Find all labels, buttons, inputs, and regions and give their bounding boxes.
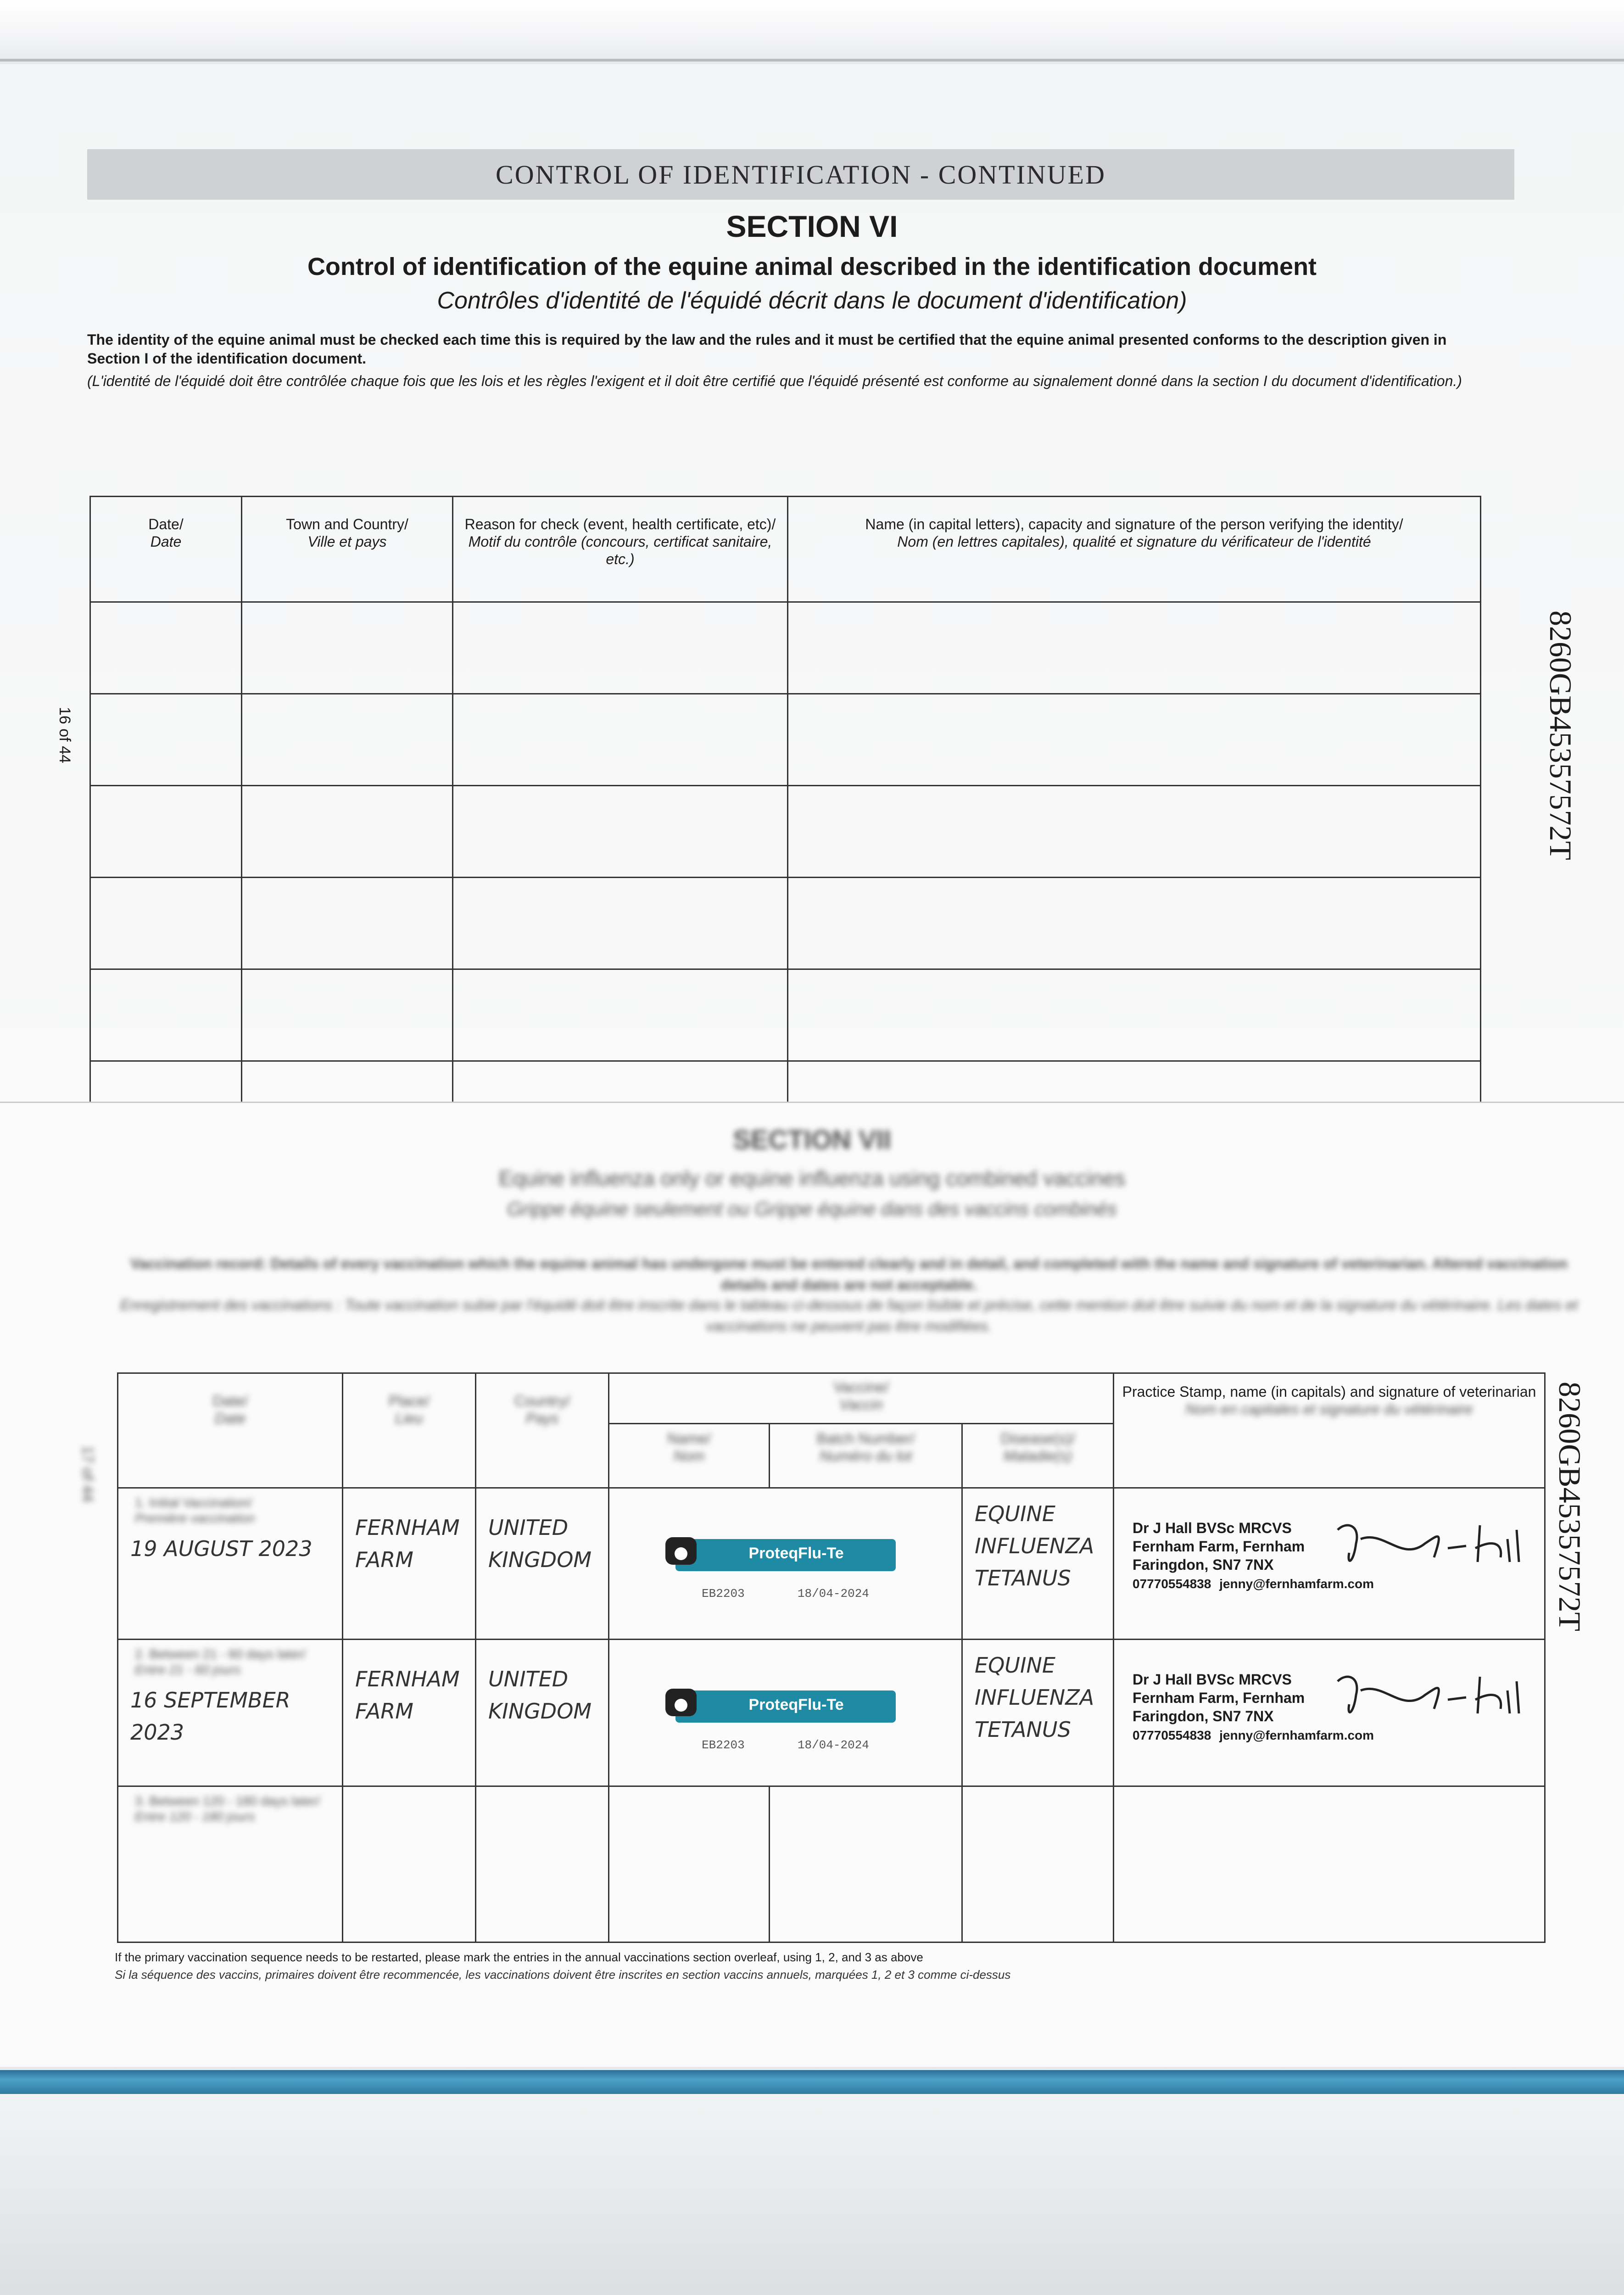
- heading-french: Contrôles d'identité de l'équidé décrit dans le document d'identification): [437, 287, 1187, 314]
- table-row: [90, 602, 1481, 694]
- vacc-header-row: [118, 1373, 1545, 1424]
- restart-note-fr: Si la séquence des vaccins, primaires doivent être recommencée, les vaccinations doivent être inscrites en section vaccins annuels, marquées 1, 2 et 3 comme ci-dessus: [115, 1968, 1011, 1982]
- row-label-en: 2. Between 21 - 60 days later/: [135, 1647, 306, 1661]
- col-verifier-fr: Nom (en lettres capitales), qualité et signature du vérificateur de l'identité: [897, 533, 1371, 550]
- expiry-date: 18/04-2024: [797, 1738, 869, 1752]
- date-cell[interactable]: [118, 1488, 343, 1640]
- date-cell[interactable]: [118, 1786, 343, 1942]
- vaccine-brand: ProteqFlu-Te: [748, 1696, 844, 1713]
- row-label-en: 3. Between 120 - 180 days later/: [135, 1794, 320, 1808]
- table-cell[interactable]: [788, 602, 1481, 694]
- vaccination-row-2: [118, 1640, 1545, 1786]
- vet-signature: [1328, 1511, 1540, 1580]
- handwritten-diseases: EQUINE INFLUENZA TETANUS: [975, 1653, 1094, 1742]
- vaccine-sticker-cell[interactable]: [609, 1640, 962, 1786]
- banner-text: CONTROL OF IDENTIFICATION - CONTINUED: [496, 159, 1106, 190]
- place-cell[interactable]: [343, 1640, 476, 1786]
- col-town-en: Town and Country/: [286, 516, 408, 532]
- table-cell[interactable]: [788, 786, 1481, 878]
- table-cell[interactable]: [788, 694, 1481, 786]
- table-cell[interactable]: [90, 1061, 242, 1107]
- table-row: [90, 969, 1481, 1061]
- place-cell[interactable]: [343, 1786, 476, 1942]
- diseases-cell[interactable]: [962, 1786, 1114, 1942]
- handwritten-date: 19 AUGUST 2023: [130, 1536, 313, 1561]
- restart-note: [115, 1948, 1583, 1983]
- table-row: [90, 1061, 1481, 1107]
- vet-address-1: Fernham Farm, Fernham: [1133, 1538, 1305, 1555]
- row-label-fr: Entre 21 - 60 jours: [135, 1662, 241, 1677]
- row-label-fr: Entre 120 - 180 jours: [135, 1809, 255, 1824]
- vet-stamp: [1114, 1489, 1544, 1593]
- batch-cell[interactable]: [770, 1786, 962, 1942]
- table-cell[interactable]: [453, 878, 788, 969]
- col-name-en: Name/: [667, 1430, 711, 1447]
- section-vii-heading-en: Equine influenza only or equine influenza using combined vaccines: [498, 1166, 1126, 1190]
- col-diseases-en: Disease(s)/: [1000, 1430, 1075, 1447]
- sticker-codes: [675, 1738, 896, 1752]
- col-date-en: Date/: [212, 1393, 248, 1409]
- scanner-background: [0, 2094, 1624, 2295]
- col-date-fr: Date: [214, 1410, 246, 1427]
- date-cell[interactable]: [118, 1640, 343, 1786]
- vaccination-row-3: [118, 1786, 1545, 1942]
- col-reason-en: Reason for check (event, health certificate, etc)/: [464, 516, 776, 532]
- row-label: [118, 1640, 342, 1684]
- table-cell[interactable]: [453, 969, 788, 1061]
- col-vaccine-fr: Vaccin: [839, 1396, 883, 1413]
- vet-name: Dr J Hall BVSc MRCVS: [1133, 1671, 1292, 1688]
- vaccine-name-cell[interactable]: [609, 1786, 770, 1942]
- col-batch-en: Batch Number/: [816, 1430, 915, 1447]
- col-place-fr: Lieu: [395, 1410, 423, 1427]
- handwritten-place: FERNHAM FARM: [355, 1667, 460, 1724]
- col-place-en: Place/: [389, 1393, 430, 1409]
- col-vaccine-header: [609, 1373, 1114, 1424]
- page-number: 17 of 44: [79, 1446, 96, 1502]
- table-cell[interactable]: [242, 694, 453, 786]
- vet-email: jenny@fernhamfarm.com: [1219, 1728, 1374, 1742]
- identity-check-table: [89, 496, 1481, 1108]
- row-label-en: 1. Initial Vaccination/: [135, 1495, 252, 1510]
- handwritten-diseases: EQUINE INFLUENZA TETANUS: [975, 1501, 1094, 1590]
- table-row: [90, 694, 1481, 786]
- col-date-fr: Date: [150, 533, 182, 550]
- passport-cover-edge: [0, 2070, 1624, 2094]
- intro-french: (L'identité de l'équidé doit être contrôlée chaque fois que les lois et les règles l'exigent et il doit être certifié que l'équidé présenté est conforme au signalement donné dans la section I du document d'identification.): [87, 373, 1462, 389]
- handwritten-country: UNITED KINGDOM: [488, 1667, 592, 1724]
- batch-number: EB2203: [702, 1738, 745, 1752]
- table-cell[interactable]: [453, 786, 788, 878]
- vaccine-sticker: [675, 1539, 896, 1601]
- col-country-en: Country/: [514, 1393, 570, 1409]
- col-country-header: [476, 1373, 609, 1488]
- table-cell[interactable]: [788, 969, 1481, 1061]
- vaccine-sticker-cell[interactable]: [609, 1488, 962, 1640]
- col-diseases-fr: Maladie(s): [1003, 1448, 1072, 1464]
- col-place-header: [343, 1373, 476, 1488]
- col-batch-fr: Numéro du lot: [820, 1448, 912, 1464]
- section-vii-title: SECTION VII: [733, 1125, 891, 1155]
- col-verifier-en: Name (in capital letters), capacity and signature of the person verifying the identity/: [865, 516, 1403, 532]
- table-cell[interactable]: [453, 602, 788, 694]
- handwritten-date: 16 SEPTEMBER 2023: [130, 1688, 290, 1745]
- col-vet-header: [1114, 1373, 1545, 1488]
- table-cell[interactable]: [90, 969, 242, 1061]
- vaccination-row-1: [118, 1488, 1545, 1640]
- vet-phone: 07770554838: [1133, 1728, 1211, 1742]
- diseases-cell[interactable]: [962, 1488, 1114, 1640]
- table-cell[interactable]: [90, 602, 242, 694]
- section-vii-intro-en: Vaccination record: Details of every vaccination which the equine animal has undergone must be entered clearly and in detail, and completed with the name and signature of veterinarian. Altered vaccination details and dates are not acceptable.: [130, 1255, 1568, 1293]
- page-edge-line: [0, 59, 1624, 62]
- col-country-fr: Pays: [525, 1410, 559, 1427]
- col-batch-header: [770, 1424, 962, 1488]
- expiry-date: 18/04-2024: [797, 1587, 869, 1601]
- place-cell[interactable]: [343, 1488, 476, 1640]
- table-cell[interactable]: [90, 694, 242, 786]
- vet-stamp-cell[interactable]: [1114, 1488, 1545, 1640]
- vet-email: jenny@fernhamfarm.com: [1219, 1577, 1374, 1591]
- batch-number: EB2203: [702, 1587, 745, 1601]
- table-row: [90, 786, 1481, 878]
- vet-stamp: [1114, 1640, 1544, 1745]
- row-label: [118, 1489, 342, 1533]
- vaccine-sticker: [675, 1690, 896, 1752]
- row-label-fr: Première vaccination: [135, 1511, 255, 1525]
- vaccine-brand: ProteqFlu-Te: [748, 1545, 844, 1562]
- diseases-cell[interactable]: [962, 1640, 1114, 1786]
- vet-address-2: Faringdon, SN7 7NX: [1133, 1556, 1274, 1573]
- col-name-fr: Nom: [673, 1448, 705, 1464]
- col-reason-fr: Motif du contrôle (concours, certificat sanitaire, etc.): [468, 533, 772, 567]
- section-vii-intro-fr: Enregistrement des vaccinations : Toute vaccination subie par l'équidé doit être inscrite dans le tableau ci-dessous de façon lisible et précise, cette mention doit être suivie du nom et de la signature du vétérinaire. Les dates et vaccinations ne peuvent pas être modifiées.: [120, 1297, 1578, 1334]
- ueln-number: 8260GB45357572T: [1552, 1382, 1587, 1631]
- sticker-bar: [675, 1539, 896, 1571]
- handwritten-country: UNITED KINGDOM: [488, 1515, 592, 1572]
- sticker-bar: [675, 1690, 896, 1723]
- row-label: [118, 1787, 342, 1831]
- page-number: 16 of 44: [56, 707, 73, 763]
- table-cell[interactable]: [242, 1061, 453, 1107]
- col-name-header: [609, 1424, 770, 1488]
- country-cell[interactable]: [476, 1488, 609, 1640]
- table-cell[interactable]: [453, 694, 788, 786]
- section-vii-heading-fr: Grippe équine seulement ou Grippe équine dans des vaccins combinés: [507, 1198, 1117, 1220]
- vet-address-1: Fernham Farm, Fernham: [1133, 1690, 1305, 1706]
- ueln-number: 8260GB45357572T: [1543, 610, 1578, 860]
- sticker-codes: [675, 1587, 896, 1601]
- table-header-row: [90, 497, 1481, 602]
- top-page-edge: [0, 0, 1624, 69]
- vaccine-logo-icon: [664, 1532, 700, 1568]
- table-cell[interactable]: [242, 969, 453, 1061]
- vaccine-logo-icon: [664, 1683, 700, 1720]
- col-date-header: [118, 1373, 343, 1488]
- table-cell[interactable]: [788, 878, 1481, 969]
- handwritten-place: FERNHAM FARM: [355, 1515, 460, 1572]
- restart-note-en: If the primary vaccination sequence needs to be restarted, please mark the entries in the annual vaccinations section overleaf, using 1, 2, and 3 as above: [115, 1950, 923, 1964]
- vaccination-table: [117, 1372, 1546, 1943]
- vet-stamp-cell[interactable]: [1114, 1786, 1545, 1942]
- section-banner: [87, 149, 1514, 200]
- vet-name: Dr J Hall BVSc MRCVS: [1133, 1520, 1292, 1536]
- section-title: SECTION VI: [726, 209, 898, 243]
- table-cell[interactable]: [242, 786, 453, 878]
- vet-address-2: Faringdon, SN7 7NX: [1133, 1708, 1274, 1724]
- col-town-fr: Ville et pays: [307, 533, 387, 550]
- heading-english: Control of identification of the equine animal described in the identification document: [307, 253, 1317, 280]
- vet-phone: 07770554838: [1133, 1577, 1211, 1591]
- table-cell[interactable]: [242, 878, 453, 969]
- col-date-en: Date/: [148, 516, 184, 532]
- col-date-header: [90, 497, 242, 602]
- intro-english: The identity of the equine animal must be checked each time this is required by the law and the rules and it must be certified that the equine animal presented conforms to the description given in Section I of the identification document.: [87, 331, 1447, 367]
- col-vet-fr: Nom en capitales et signature du vétérinaire: [1185, 1401, 1473, 1417]
- vet-signature: [1328, 1663, 1540, 1732]
- vet-stamp-cell[interactable]: [1114, 1640, 1545, 1786]
- col-diseases-header: [962, 1424, 1114, 1488]
- col-reason-header: [453, 497, 788, 602]
- col-vaccine-en: Vaccine/: [833, 1379, 889, 1395]
- table-cell[interactable]: [242, 602, 453, 694]
- country-cell[interactable]: [476, 1640, 609, 1786]
- table-row: [90, 878, 1481, 969]
- col-vet-en: Practice Stamp, name (in capitals) and signature of veterinarian: [1122, 1383, 1536, 1400]
- table-cell[interactable]: [453, 1061, 788, 1107]
- col-town-header: [242, 497, 453, 602]
- col-verifier-header: [788, 497, 1481, 602]
- table-cell[interactable]: [788, 1061, 1481, 1107]
- country-cell[interactable]: [476, 1786, 609, 1942]
- table-cell[interactable]: [90, 878, 242, 969]
- table-cell[interactable]: [90, 786, 242, 878]
